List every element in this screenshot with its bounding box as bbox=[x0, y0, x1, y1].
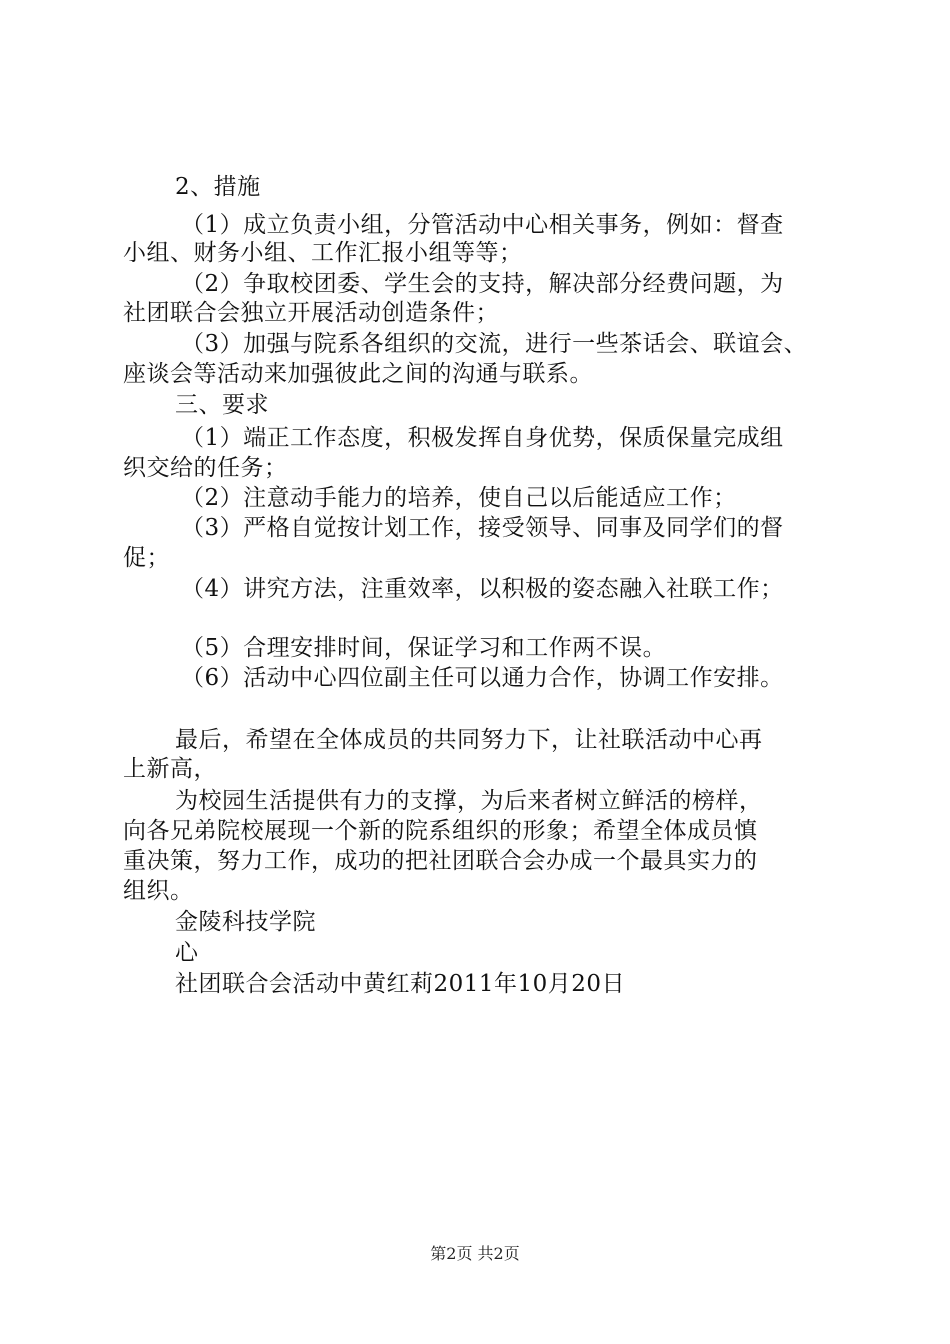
signature-line: 心 bbox=[175, 940, 199, 966]
paragraph-line: 座谈会等活动来加强彼此之间的沟通与联系。 bbox=[123, 361, 593, 387]
paragraph-line: （3）加强与院系各组织的交流，进行一些茶话会、联谊会、 bbox=[181, 331, 808, 357]
paragraph-line: 组织。 bbox=[123, 878, 194, 904]
paragraph-line: 小组、财务小组、工作汇报小组等等； bbox=[123, 240, 523, 266]
paragraph-line: 向各兄弟院校展现一个新的院系组织的形象；希望全体成员慎 bbox=[123, 818, 758, 844]
paragraph-line: 织交给的任务； bbox=[123, 455, 288, 481]
paragraph-line: 上新高， bbox=[123, 756, 217, 782]
paragraph-line: （1）成立负责小组，分管活动中心相关事务，例如：督查 bbox=[181, 212, 784, 238]
signature-date-line: 社团联合会活动中黄红莉2011年10月20日 bbox=[175, 971, 626, 997]
paragraph-line: （1）端正工作态度，积极发挥自身优势，保质保量完成组 bbox=[181, 425, 784, 451]
paragraph-line: 重决策，努力工作，成功的把社团联合会办成一个最具实力的 bbox=[123, 848, 758, 874]
paragraph-line: （5）合理安排时间，保证学习和工作两不误。 bbox=[181, 635, 667, 661]
paragraph-line: 社团联合会独立开展活动创造条件； bbox=[123, 300, 499, 326]
paragraph-line: （3）严格自觉按计划工作，接受领导、同事及同学们的督 bbox=[181, 515, 784, 541]
paragraph-line: （6）活动中心四位副主任可以通力合作，协调工作安排。 bbox=[181, 665, 784, 691]
paragraph-line: 为校园生活提供有力的支撑，为后来者树立鲜活的榜样， bbox=[175, 788, 763, 814]
paragraph-line: （2）争取校团委、学生会的支持，解决部分经费问题，为 bbox=[181, 271, 784, 297]
paragraph-line: 促； bbox=[123, 545, 170, 571]
section-heading-requirements: 三、要求 bbox=[175, 392, 269, 418]
section-heading-measures: 2、措施 bbox=[175, 174, 261, 200]
paragraph-line: （2）注意动手能力的培养，使自己以后能适应工作； bbox=[181, 485, 737, 511]
paragraph-line: （4）讲究方法，注重效率，以积极的姿态融入社联工作； bbox=[181, 576, 784, 602]
page-footer: 第2页 共2页 bbox=[430, 1244, 520, 1263]
signature-organization: 金陵科技学院 bbox=[175, 909, 316, 935]
paragraph-line: 最后，希望在全体成员的共同努力下，让社联活动中心再 bbox=[175, 727, 763, 753]
